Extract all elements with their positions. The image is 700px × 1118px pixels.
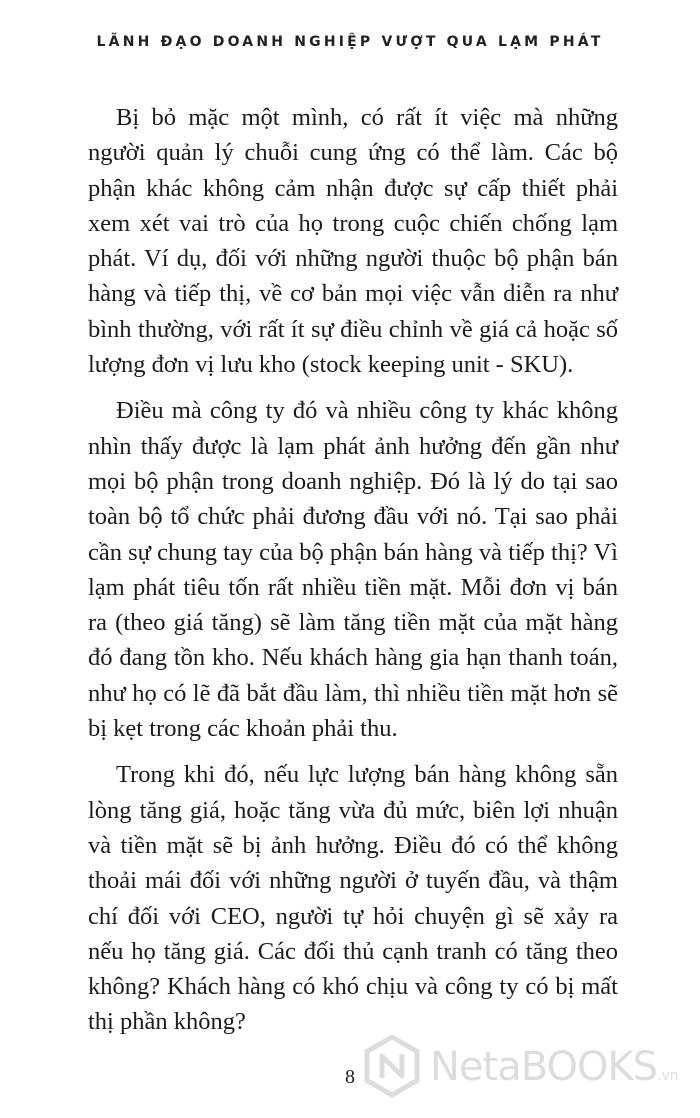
paragraph: Bị bỏ mặc một mình, có rất ít việc mà những người quản lý chuỗi cung ứng có thể làm. Các bộ phận khác không cảm nhận được sự cấp thiết phải xem xét vai trò của họ trong cuộc chiến chống lạm phát. Ví dụ, đối với những người thuộc bộ phận bán hàng và tiếp thị, về cơ bản mọi việc vẫn diễn ra như bình thường, với rất ít sự điều chỉnh về giá cả hoặc số lượng đơn vị lưu kho (stock keeping unit - SKU). bbox=[88, 104, 618, 379]
netabooks-logo-icon bbox=[360, 1034, 424, 1098]
body-text bbox=[88, 100, 618, 1051]
page-number: 8 bbox=[345, 1066, 355, 1088]
watermark-brand: NetaBOOKS bbox=[430, 1044, 658, 1090]
paragraph: Điều mà công ty đó và nhiều công ty khác không nhìn thấy được là lạm phát ảnh hưởng đến gần như mọi bộ phận trong doanh nghiệp. Đó là lý do tại sao toàn bộ tổ chức phải đương đầu với nó. Tại sao phải cần sự chung tay của bộ phận bán hàng và tiếp thị? Vì lạm phát tiêu tốn rất nhiều tiền mặt. Mỗi đơn vị bán ra (theo giá tăng) sẽ làm tăng tiền mặt của mặt hàng đó đang tồn kho. Nếu khách hàng gia hạn thanh toán, như họ có lẽ đã bắt đầu làm, thì nhiều tiền mặt hơn sẽ bị kẹt trong các khoản phải thu. bbox=[88, 397, 618, 743]
watermark-text bbox=[430, 1044, 679, 1090]
watermark bbox=[360, 1030, 700, 1100]
paragraph: Trong khi đó, nếu lực lượng bán hàng không sẵn lòng tăng giá, hoặc tăng vừa đủ mức, biên lợi nhuận và tiền mặt sẽ bị ảnh hưởng. Điều đó có thể không thoải mái đối với những người ở tuyến đầu, và thậm chí đối với CEO, người tự hỏi chuyện gì sẽ xảy ra nếu họ tăng giá. Các đối thủ cạnh tranh có tăng theo không? Khách hàng có khó chịu và công ty có bị mất thị phần không? bbox=[88, 761, 618, 1036]
running-header: LÃNH ĐẠO DOANH NGHIỆP VƯỢT QUA LẠM PHÁT bbox=[96, 34, 604, 50]
watermark-tld: .vn bbox=[657, 1068, 679, 1084]
